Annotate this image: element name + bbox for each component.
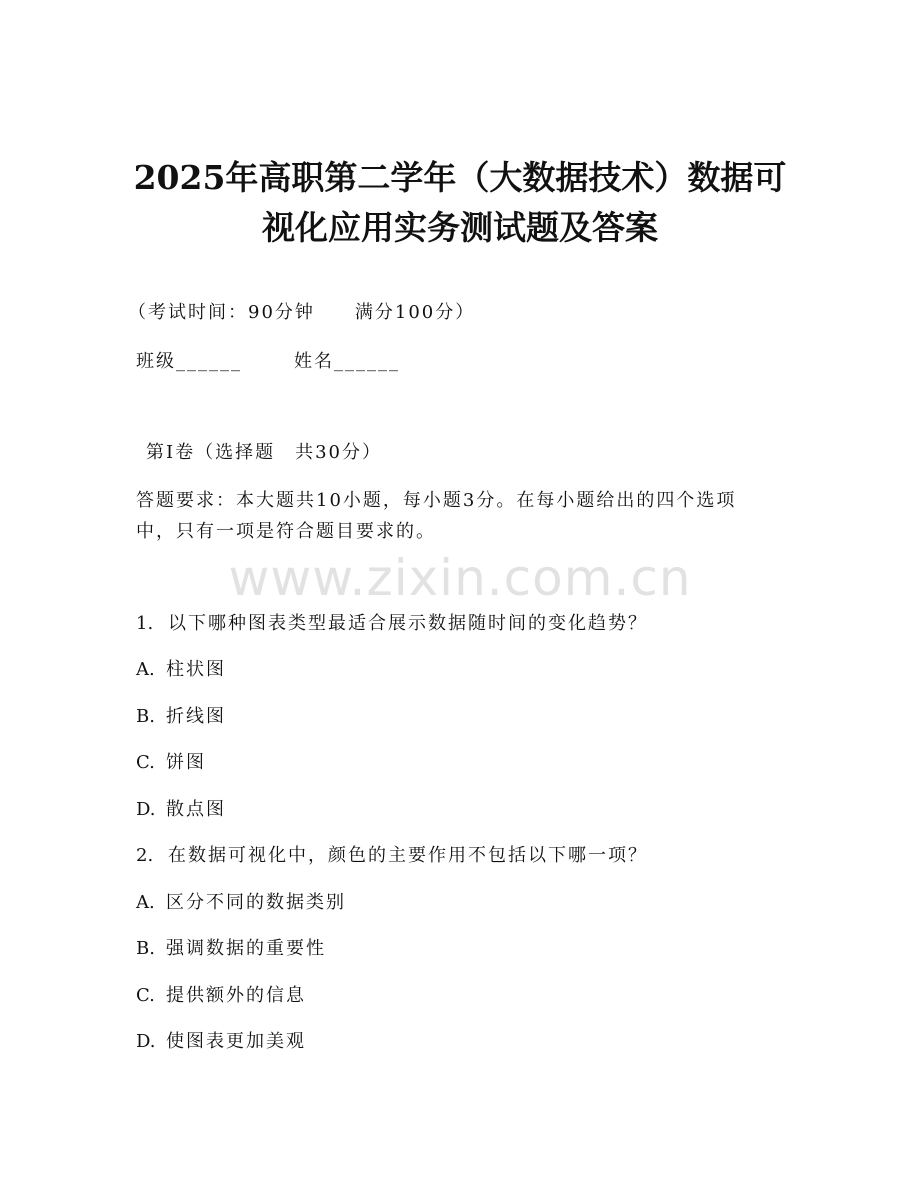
question-1 <box>136 611 648 637</box>
option-letter: D. <box>136 799 156 820</box>
instructions-line-1: 答题要求：本大题共10小题，每小题3分。在每小题给出的四个选项 <box>136 490 737 511</box>
exam-info: （考试时间：90分钟 满分100分） <box>128 302 476 323</box>
section-heading: 第I卷（选择题 共30分） <box>146 442 383 463</box>
document-title-line-2: 视化应用实务测试题及答案 <box>262 208 658 247</box>
question-2-option-c <box>136 983 306 1009</box>
question-number: 2. <box>136 845 154 866</box>
question-2-option-d <box>136 1029 306 1055</box>
option-text: 柱状图 <box>166 659 226 680</box>
option-text: 折线图 <box>166 706 226 727</box>
option-text: 区分不同的数据类别 <box>166 892 346 913</box>
name-field-label: 姓名______ <box>294 351 400 372</box>
question-2-option-b <box>136 936 326 962</box>
class-field-label: 班级______ <box>136 351 242 372</box>
option-letter: C. <box>136 752 155 773</box>
question-2-option-a <box>136 890 346 916</box>
watermark: www.zixin.com.cn <box>228 549 692 607</box>
question-1-option-c <box>136 750 206 776</box>
option-text: 使图表更加美观 <box>166 1031 306 1052</box>
question-text: 以下哪种图表类型最适合展示数据随时间的变化趋势？ <box>168 613 648 634</box>
option-letter: A. <box>136 659 155 680</box>
question-2 <box>136 843 648 869</box>
option-text: 散点图 <box>166 799 226 820</box>
option-letter: A. <box>136 892 155 913</box>
question-1-option-b <box>136 704 226 730</box>
document-title-line-1: 2025年高职第二学年（大数据技术）数据可 <box>133 158 787 197</box>
question-number: 1. <box>136 613 154 634</box>
option-text: 饼图 <box>166 752 206 773</box>
option-letter: B. <box>136 938 155 959</box>
option-letter: B. <box>136 706 155 727</box>
question-1-option-d <box>136 797 226 823</box>
option-text: 强调数据的重要性 <box>166 938 326 959</box>
question-text: 在数据可视化中，颜色的主要作用不包括以下哪一项？ <box>168 845 648 866</box>
option-text: 提供额外的信息 <box>166 985 306 1006</box>
student-info-line <box>136 349 400 375</box>
option-letter: D. <box>136 1031 156 1052</box>
option-letter: C. <box>136 985 155 1006</box>
instructions-line-2: 中，只有一项是符合题目要求的。 <box>136 521 436 542</box>
question-1-option-a <box>136 657 226 683</box>
